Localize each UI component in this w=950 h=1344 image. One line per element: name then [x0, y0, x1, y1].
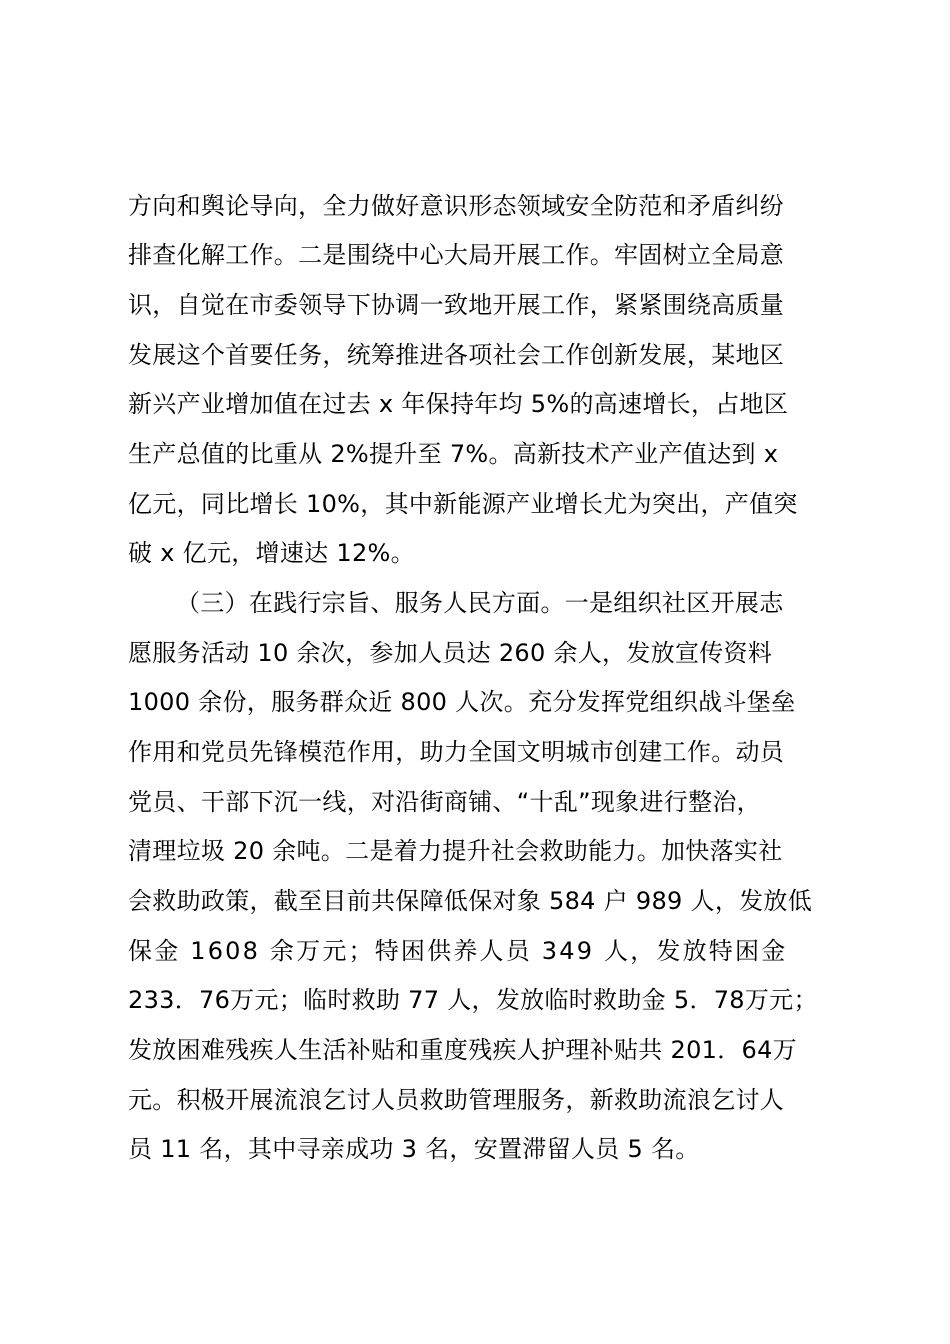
text-line: 发展这个首要任务，统筹推进各项社会工作创新发展，某地区: [128, 341, 785, 369]
text-line: 作用和党员先锋模范作用，助力全国文明城市创建工作。动员: [128, 738, 785, 766]
text-line: 1000 余份，服务群众近 800 人次。充分发挥党组织战斗堡垒: [128, 688, 796, 716]
section-heading-line: （三）在践行宗旨、服务人民方面。一是组织社区开展志: [176, 589, 784, 617]
text-line: 生产总值的比重从 2%提升至 7%。高新技术产业产值达到 x: [128, 440, 779, 468]
text-line: 亿元，同比增长 10%，其中新能源产业增长尤为突出，产值突: [128, 490, 798, 518]
text-line: 方向和舆论导向，全力做好意识形态领域安全防范和矛盾纠纷: [128, 192, 785, 220]
text-line: 233．76万元；临时救助 77 人，发放临时救助金 5．78万元；: [128, 986, 818, 1014]
text-line: 会救助政策，截至目前共保障低保对象 584 户 989 人，发放低: [128, 887, 813, 915]
text-line: 新兴产业增加值在过去 x 年保持年均 5%的高速增长，占地区: [128, 390, 789, 418]
text-line: 清理垃圾 20 余吨。二是着力提升社会救助能力。加快落实社: [128, 837, 783, 865]
text-line: 破 x 亿元，增速达 12%。: [128, 539, 415, 567]
text-line: 保金 1608 余万元；特困供养人员 349 人，发放特困金: [128, 937, 788, 965]
text-line: 党员、干部下沉一线，对沿街商铺、“十乱”现象进行整治，: [128, 788, 761, 816]
text-line: 发放困难残疾人生活补贴和重度残疾人护理补贴共 201．64万: [128, 1036, 797, 1064]
text-line: 元。积极开展流浪乞讨人员救助管理服务，新救助流浪乞讨人: [128, 1086, 785, 1114]
text-line: 识，自觉在市委领导下协调一致地开展工作，紧紧围绕高质量: [128, 291, 785, 319]
text-line: 愿服务活动 10 余次，参加人员达 260 余人，发放宣传资料: [128, 639, 773, 667]
text-line: 排查化解工作。二是围绕中心大局开展工作。牢固树立全局意: [128, 241, 785, 269]
text-line: 员 11 名，其中寻亲成功 3 名，安置滞留人员 5 名。: [128, 1135, 700, 1163]
